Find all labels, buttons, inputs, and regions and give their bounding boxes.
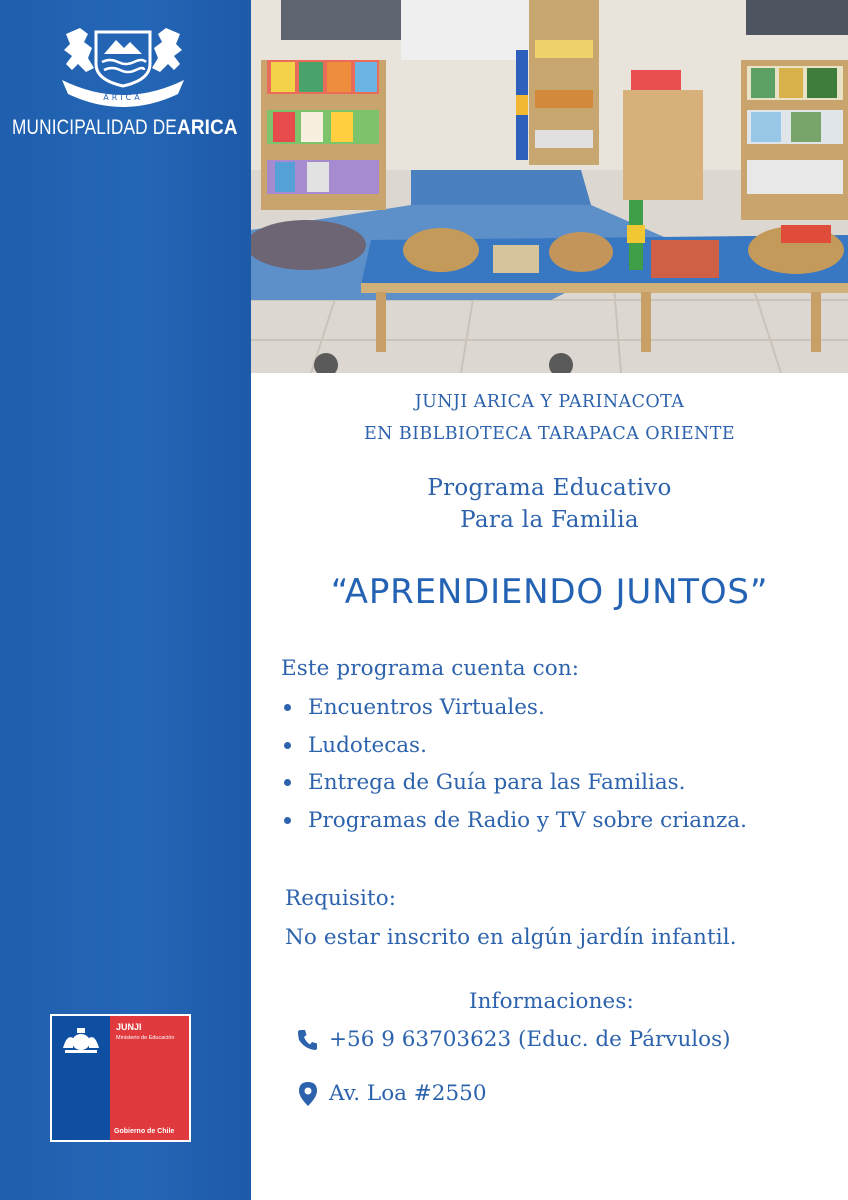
gov-logo-ministry: Ministerio de Educación xyxy=(116,1035,175,1041)
arica-crest-logo xyxy=(58,24,188,108)
list-item xyxy=(284,764,747,802)
address-contact xyxy=(299,1081,487,1106)
gov-logo-government: Gobierno de Chile xyxy=(114,1128,175,1135)
gov-logo-junji: JUNJI xyxy=(116,1022,142,1032)
feature-label: Programas de Radio y TV sobre crianza. xyxy=(308,807,747,833)
features-list xyxy=(284,689,747,839)
municipality-name-bold: ARICA xyxy=(177,116,238,139)
ludoteca-photo xyxy=(251,0,848,373)
program-line-2: Para la Familia xyxy=(460,507,639,533)
gobierno-de-chile-logo xyxy=(50,1014,191,1142)
phone-number: +56 9 63703623 (Educ. de Párvulos) xyxy=(329,1027,731,1052)
bullet-icon xyxy=(284,817,291,824)
address-text: Av. Loa #2550 xyxy=(329,1081,487,1106)
features-intro: Este programa cuenta con: xyxy=(281,656,580,681)
list-item xyxy=(284,802,747,840)
info-label: Informaciones: xyxy=(469,989,634,1014)
municipality-name-light: MUNICIPALIDAD DE xyxy=(12,116,177,139)
header-line-2: EN BIBLBIOTECA TARAPACA ORIENTE xyxy=(364,424,735,444)
phone-icon xyxy=(297,1029,317,1051)
phone-contact xyxy=(297,1027,731,1052)
program-title: “APRENDIENDO JUNTOS” xyxy=(330,572,769,612)
municipality-name xyxy=(12,116,244,140)
location-pin-icon xyxy=(299,1082,317,1106)
feature-label: Encuentros Virtuales. xyxy=(308,695,545,721)
feature-label: Ludotecas. xyxy=(308,732,427,758)
feature-label: Entrega de Guía para las Familias. xyxy=(308,770,686,796)
program-line-1: Programa Educativo xyxy=(427,475,672,501)
bullet-icon xyxy=(284,742,291,749)
sidebar xyxy=(0,0,251,1200)
chile-coat-of-arms-icon xyxy=(57,1024,105,1056)
list-item xyxy=(284,727,747,765)
svg-text:ARICA: ARICA xyxy=(103,93,143,102)
flyer-content xyxy=(251,373,848,1200)
gov-logo-red-band xyxy=(110,1016,189,1140)
bullet-icon xyxy=(284,704,291,711)
requirement-text: No estar inscrito en algún jardín infantil. xyxy=(285,925,737,950)
requirement-label: Requisito: xyxy=(285,886,397,911)
list-item xyxy=(284,689,747,727)
header-line-1: JUNJI ARICA Y PARINACOTA xyxy=(414,392,685,412)
bullet-icon xyxy=(284,779,291,786)
gov-logo-blue-band xyxy=(52,1016,110,1140)
